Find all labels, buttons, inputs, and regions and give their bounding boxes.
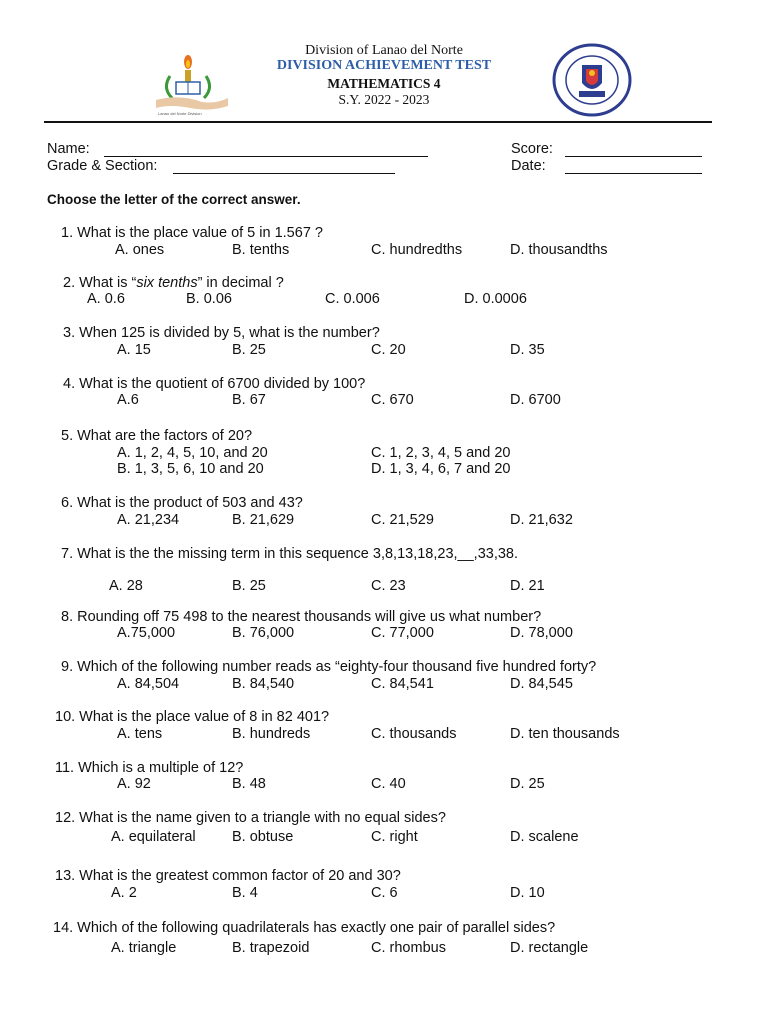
choice-1d[interactable]: D. thousandths — [510, 242, 608, 258]
choice-11c[interactable]: C. 40 — [371, 776, 406, 792]
choice-14d[interactable]: D. rectangle — [510, 940, 589, 956]
header-divider — [44, 121, 712, 123]
choice-13b[interactable]: B. 4 — [232, 885, 258, 901]
question-2 — [63, 275, 284, 291]
school-year: S.Y. 2022 - 2023 — [338, 92, 430, 107]
question-11: 11. Which is a multiple of 12? — [55, 760, 244, 776]
choice-12c[interactable]: C. right — [371, 829, 418, 845]
choice-6c[interactable]: C. 21,529 — [371, 512, 434, 528]
choice-9a[interactable]: A. 84,504 — [117, 676, 180, 692]
choice-5c[interactable]: C. 1, 2, 3, 4, 5 and 20 — [371, 445, 511, 461]
choice-4a[interactable]: A.6 — [117, 392, 139, 408]
choice-10c[interactable]: C. thousands — [371, 726, 457, 742]
choice-13a[interactable]: A. 2 — [111, 885, 137, 901]
choice-11d[interactable]: D. 25 — [510, 776, 545, 792]
choice-9d[interactable]: D. 84,545 — [510, 676, 573, 692]
choice-7a[interactable]: A. 28 — [109, 578, 143, 594]
choice-13c[interactable]: C. 6 — [371, 885, 398, 901]
division-logo — [150, 54, 232, 120]
choice-5d[interactable]: D. 1, 3, 4, 6, 7 and 20 — [371, 461, 511, 477]
choice-7b[interactable]: B. 25 — [232, 578, 266, 594]
choice-14c[interactable]: C. rhombus — [371, 940, 446, 956]
question-1: 1. What is the place value of 5 in 1.567 ? — [61, 225, 323, 241]
choice-5a[interactable]: A. 1, 2, 4, 5, 10, and 20 — [117, 445, 268, 461]
choice-12d[interactable]: D. scalene — [510, 829, 579, 845]
date-field[interactable] — [565, 173, 702, 174]
question-2-emphasis: six tenths — [136, 275, 198, 291]
choice-11a[interactable]: A. 92 — [117, 776, 151, 792]
question-9: 9. Which of the following number reads as “eighty-four thousand five hundred forty? — [61, 659, 597, 675]
choice-3c[interactable]: C. 20 — [371, 342, 406, 358]
choice-6b[interactable]: B. 21,629 — [232, 512, 295, 528]
choice-10b[interactable]: B. hundreds — [232, 726, 311, 742]
choice-3b[interactable]: B. 25 — [232, 342, 266, 358]
name-field[interactable] — [104, 156, 428, 157]
question-13: 13. What is the greatest common factor of 20 and 30? — [55, 868, 401, 884]
choice-9b[interactable]: B. 84,540 — [232, 676, 295, 692]
choice-8d[interactable]: D. 78,000 — [510, 625, 573, 641]
choice-8b[interactable]: B. 76,000 — [232, 625, 295, 641]
choice-13d[interactable]: D. 10 — [510, 885, 545, 901]
choice-8c[interactable]: C. 77,000 — [371, 625, 434, 641]
choice-6a[interactable]: A. 21,234 — [117, 512, 180, 528]
choice-1a[interactable]: A. ones — [115, 242, 165, 258]
deped-seal — [552, 43, 632, 117]
choice-4d[interactable]: D. 6700 — [510, 392, 561, 408]
choice-14a[interactable]: A. triangle — [111, 940, 177, 956]
choice-10d[interactable]: D. ten thousands — [510, 726, 620, 742]
subject-title: MATHEMATICS 4 — [327, 76, 441, 91]
choice-10a[interactable]: A. tens — [117, 726, 163, 742]
choice-4b[interactable]: B. 67 — [232, 392, 266, 408]
question-6: 6. What is the product of 503 and 43? — [61, 495, 303, 511]
division-name: Division of Lanao del Norte — [305, 43, 463, 58]
test-title: DIVISION ACHIEVEMENT TEST — [276, 58, 492, 73]
choice-12b[interactable]: B. obtuse — [232, 829, 294, 845]
choice-5b[interactable]: B. 1, 3, 5, 6, 10 and 20 — [117, 461, 264, 477]
question-2-post: ” in decimal ? — [197, 275, 284, 291]
choice-1c[interactable]: C. hundredths — [371, 242, 463, 258]
question-4: 4. What is the quotient of 6700 divided by 100? — [63, 376, 366, 392]
choice-12a[interactable]: A. equilateral — [111, 829, 196, 845]
grade-section-label: Grade & Section: — [47, 158, 158, 174]
score-field[interactable] — [565, 156, 702, 157]
question-10: 10. What is the place value of 8 in 82 401? — [55, 709, 330, 725]
score-label: Score: — [511, 141, 553, 157]
date-label: Date: — [511, 158, 546, 174]
choice-11b[interactable]: B. 48 — [232, 776, 266, 792]
choice-7d[interactable]: D. 21 — [510, 578, 545, 594]
choice-6d[interactable]: D. 21,632 — [510, 512, 573, 528]
choice-2c[interactable]: C. 0.006 — [325, 291, 380, 307]
choice-2b[interactable]: B. 0.06 — [186, 291, 232, 307]
question-3: 3. When 125 is divided by 5, what is the number? — [63, 325, 380, 341]
deped-seal-icon — [552, 43, 632, 117]
division-logo-caption: Lanao del Norte Division — [158, 111, 202, 116]
question-7: 7. What is the the missing term in this sequence 3,8,13,18,23,__,33,38. — [61, 546, 519, 562]
question-12: 12. What is the name given to a triangle with no equal sides? — [55, 810, 446, 826]
choice-14b[interactable]: B. trapezoid — [232, 940, 310, 956]
choice-7c[interactable]: C. 23 — [371, 578, 406, 594]
question-2-pre: 2. What is “ — [63, 275, 137, 291]
choice-8a[interactable]: A.75,000 — [117, 625, 176, 641]
choice-9c[interactable]: C. 84,541 — [371, 676, 434, 692]
choice-2a[interactable]: A. 0.6 — [87, 291, 125, 307]
name-label: Name: — [47, 141, 90, 157]
question-5: 5. What are the factors of 20? — [61, 428, 253, 444]
question-14: 14. Which of the following quadrilaterals has exactly one pair of parallel sides? — [53, 920, 556, 936]
choice-2d[interactable]: D. 0.0006 — [464, 291, 527, 307]
choice-1b[interactable]: B. tenths — [232, 242, 290, 258]
instructions: Choose the letter of the correct answer. — [47, 192, 301, 207]
choice-3a[interactable]: A. 15 — [117, 342, 151, 358]
choice-3d[interactable]: D. 35 — [510, 342, 545, 358]
question-8: 8. Rounding off 75 498 to the nearest thousands will give us what number? — [61, 609, 542, 625]
choice-4c[interactable]: C. 670 — [371, 392, 414, 408]
grade-section-field[interactable] — [173, 173, 395, 174]
